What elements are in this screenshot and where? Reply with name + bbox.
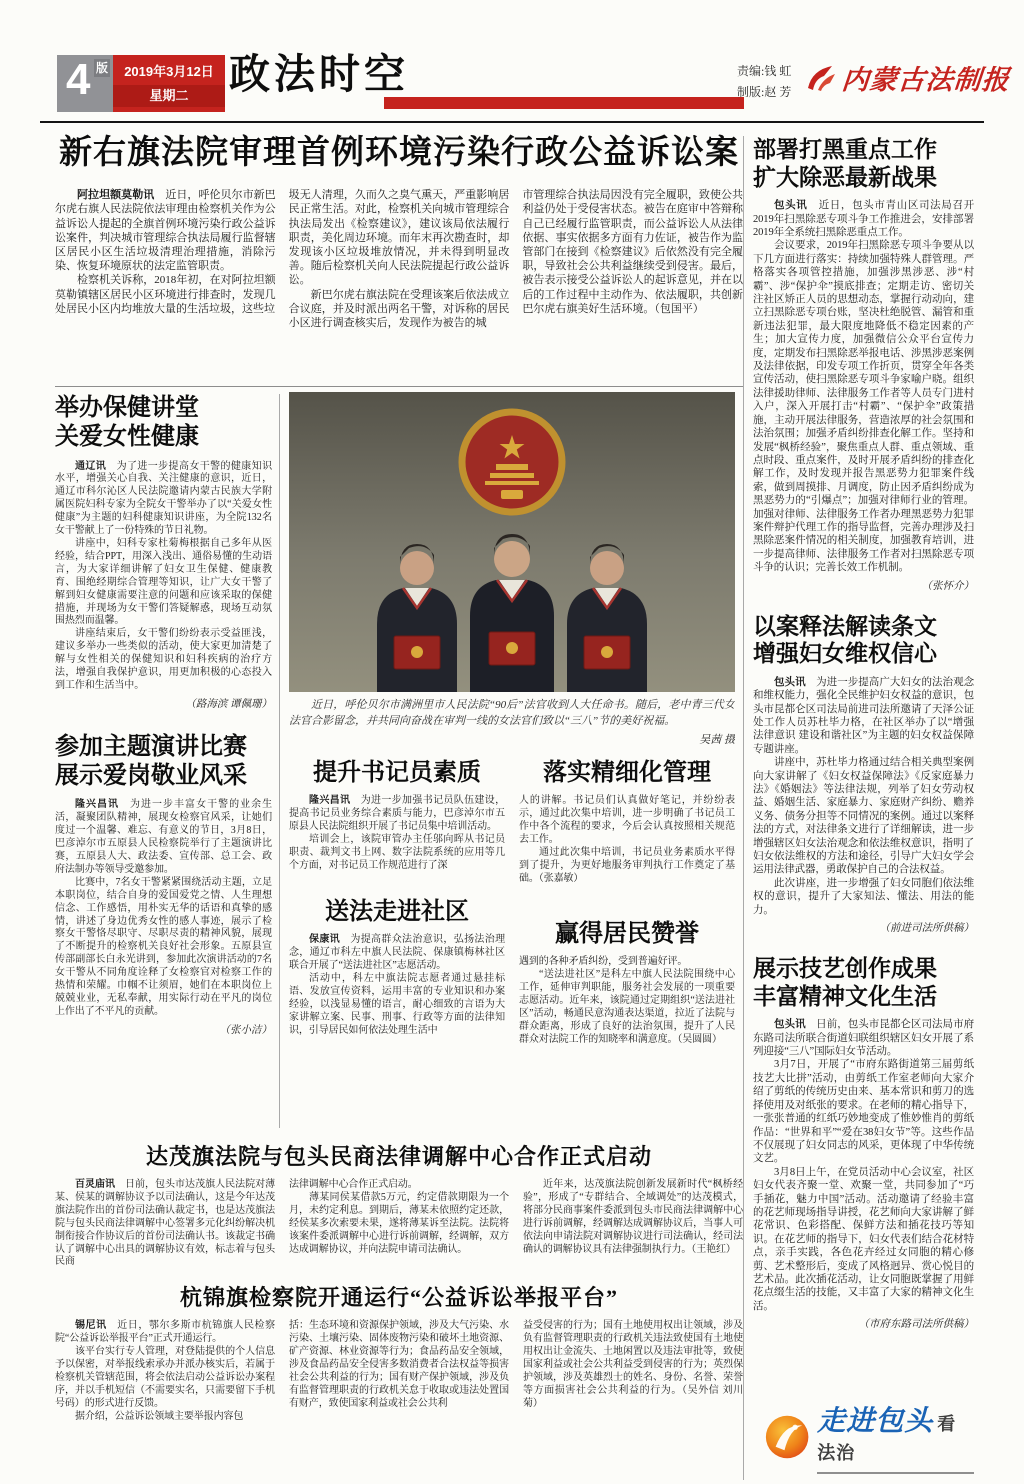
paragraph: 检察机关诉称，2018年初，在对阿拉坦额莫勒镇辖区居民小区环境进行排查时，发现几处居民小区内均堆放大量的生活垃圾，这些垃 <box>55 274 276 315</box>
article-mediation-center <box>55 1140 743 1269</box>
paragraph: 锡尼讯 近日，鄂尔多斯市杭锦旗人民检察院“公益诉讼举报平台”正式开通运行。 <box>55 1320 275 1345</box>
article-crackdown <box>753 136 974 593</box>
paragraph: 据介绍，公益诉讼领域主要举报内容包 <box>75 1410 244 1422</box>
logo-sub-text: 看法治 <box>817 1414 957 1463</box>
article-body <box>753 199 974 574</box>
article-column <box>522 188 743 330</box>
logo-text <box>817 1399 974 1474</box>
masthead-emblem-icon <box>806 64 836 92</box>
article-headline: 送法走进社区 <box>325 898 469 925</box>
article-column <box>289 1320 509 1423</box>
paragraph: 活动中，科左中旗法院志愿者通过悬挂标语、发放宣传资料，运用丰富的专业知识和办案经验，以浅显易懂的语言，耐心细致的言语为大家讲解立案、民事、刑事、行政等方面的法律知识，引导居民如何依法处理生活中 <box>289 973 505 1036</box>
article-headline: 部署打黑重点工作 扩大除恶最新战果 <box>753 137 937 190</box>
article-headline: 以案释法解读条文 增强妇女维权信心 <box>753 613 937 667</box>
paragraph: 法律调解中心合作正式启动。 <box>289 1179 418 1190</box>
paragraph: 隆兴昌讯 为进一步加强书记员队伍建设，提高书记员业务综合素质与能力，巴彦淖尔市五原县人民法院组织开展了书记员集中培训活动。 <box>289 795 505 833</box>
paragraph: 人的讲解。书记员们认真做好笔记，并纷纷表示，通过此次集中培训，进一步明确了书记员工作中各个流程的要求，今后会认真按照相关规范去工作。 <box>519 795 735 846</box>
paragraph: 包头讯 日前，包头市昆都仑区司法局市府东路司法所联合街道妇联组织辖区妇女开展了系列迎接“三八”国际妇女节活动。 <box>753 1019 974 1058</box>
article-health-lecture <box>55 394 272 711</box>
paragraph: 通过此次集中培训，书记员业务素质水平得到了提升，为更好地服务审判执行工作奠定了基础。（张嘉敏） <box>519 847 735 884</box>
article-column <box>289 188 510 330</box>
left-column <box>55 394 272 1130</box>
article-column <box>55 1179 275 1269</box>
paragraph: 隆兴昌讯 为进一步丰富女干警的业余生活，凝聚团队精神，展现女检察官风采，让她们度过一个温馨、难忘、有意义的节日，3月8日，巴彦淖尔市五原县人民检察院举行了主题演讲比赛，五原县人大、政法委、宣传部、总工会、政府法制办等领导受邀参加。 <box>55 799 272 875</box>
paragraph: 培训会上，该院审管办主任邬向晖从书记员职责、裁判文书上网、数字法院系统的应用等几个方面，对书记员工作规范进行了深 <box>289 834 505 871</box>
vertical-rule-left <box>279 394 280 1128</box>
editors-block <box>737 61 791 103</box>
paragraph: 会议要求，2019年扫黑除恶专项斗争要从以下几方面进行落实：持续加强特殊人群管理。严格落实各项管控措施，加强涉黑涉恶、涉“村霸”、涉“保护伞”摸底排查；定期走访、密切关注社区矫正人员的思想动态，掌握行动动向，建立扫黑除恶专项台账，坚决杜绝脱管、漏管和重新违法犯罪，最大限度地降低不稳定因素的产生；加大宣传力度，加强微信公众平台宣传力度，定期发布扫黑除恶举报电话、涉黑涉恶案例及法律依据，印发专项工作折页，贯穿全年各类宣传活动，使扫黑除恶专项斗争家喻户晓。组织法律援助律师、法律服务工作者等人员专门进村入户，深入开展打击“村霸”、“保护伞”政策措施，主动开展法律服务，营造浓厚的社会氛围和法治氛围；加强矛盾纠纷排查化解工作。坚持和发展“枫桥经验”，聚焦重点人群、重点领域、重点时段、重点案件，及时开展矛盾纠纷的排查化解工作，及时发现并报告黑恶势力犯罪案件线索，做到周摸排、月调度，防止因矛盾纠纷成为黑恶势力的“引爆点”；加强对律师行业的管理。加强对律师、法律服务工作者办理黑恶势力犯罪案件辩护代理工作的指导监督，完善办理涉及扫黑除恶案件情况的相关制度，加强教育培训，进一步提高律师、法律服务工作者对扫黑除恶专项斗争的认识；完善长效工作机制。 <box>753 240 974 574</box>
article-body <box>519 795 735 885</box>
article-culture-activities <box>753 955 974 1331</box>
section-title: 政法时空 <box>229 51 409 97</box>
paragraph: 通辽讯 为了进一步提高女干警的健康知识水平，增强关心自我、关注健康的意识，近日，通辽市科尔沁区人民法院邀请内蒙古民族大学附属医院妇科专家为全院女干警举办了以“关爱女性健康”为主题的妇科健康知识讲座，为全院132名女干警献上了一份特殊的节日礼物。 <box>55 460 272 537</box>
paragraph: 包头讯 为进一步提高广大妇女的法治观念和维权能力，强化全民维护妇女权益的意识，包头市昆都仑区司法局前进司法所邀请了天泽公证处工作人员苏杜毕力格，在社区举办了以“增强法律意识 建设和谐社区”为主题的妇女权益保障专题讲座。 <box>753 676 974 755</box>
center-zone <box>289 392 735 1130</box>
article-column <box>55 1320 275 1423</box>
article-column <box>519 921 735 1047</box>
paragraph: 3月8日上午，在党员活动中心会议室，社区妇女代表齐聚一堂、欢聚一堂，共同参加了“巧手插花，魅力中国”活动。活动邀请了经验丰富的花艺师现场指导讲授，花艺师向大家讲解了鲜花常识、色彩搭配、保鲜方法和插花技巧等知识。在花艺师的指导下，妇女代表们结合花材特点，亲手实践，各色花卉经过女同胞的精心修剪、艺术整形后，变成了风格迥异、赏心悦目的艺术品。此次插花活动，让女同胞既掌握了用鲜花点缀生活的技能，又丰富了大家的精神文化生活。 <box>753 1166 974 1312</box>
national-emblem-icon <box>462 412 562 512</box>
article-column <box>523 1179 743 1269</box>
article-headline: 参加主题演讲比赛 展示爱岗敬业风采 <box>55 733 247 790</box>
typesetter-name: 制版:赵 芳 <box>737 85 792 99</box>
paragraph: 讲座结束后，女干警们纷纷表示受益匪浅，建议多举办一些类似的活动，使大家更加清楚了解与女性相关的保健知识和妇科疾病的治疗方法，增强自我保护意识，用更加积极的心态投入到工作和生活当中。 <box>55 628 272 691</box>
masthead-title: 内蒙古法制报 <box>840 65 1012 95</box>
paragraph: 括：生态环境和资源保护领域，涉及大气污染、水污染、土壤污染、固体废物污染和破坏土地资源、矿产资源、林业资源等行为；食品药品安全领域，涉及食品药品安全侵害多数消费者合法权益等损害社会公共利益的行为；国有财产保护领域，涉及负有监督管理职责的行政机关怠于收取或违法处置国有财产，致使国家利益或社会公共利 <box>289 1320 509 1409</box>
byline: （路海滨 谭佩珊） <box>185 698 272 710</box>
zoujin-baotou-logo <box>753 1395 974 1480</box>
ceremony-photo <box>289 392 735 692</box>
page-number-label: 版 <box>94 59 110 77</box>
paragraph: 遇到的各种矛盾纠纷，受到普遍好评。 <box>519 956 688 968</box>
photo-judges-illustration <box>289 392 735 692</box>
article-body <box>753 676 974 917</box>
paragraph: “送法进社区”是科左中旗人民法院围绕中心工作，延伸审判职能，服务社会发展的一项重要志愿活动。近年来，该院通过定期组织“送法进社区”活动，畅通民意沟通表达渠道，拉近了法院与群众距离，形成了良好的法治氛围，提升了人民群众对法院工作的知晓率和满意度。（吴圆圆） <box>519 969 735 1045</box>
article-report-platform <box>55 1281 743 1423</box>
paragraph: 市管理综合执法局因没有完全履职，致使公共利益仍处于受侵害状态。被告在庭审中答辩称自己已经履行监管职责，而公益诉讼人从法律依据、事实依据多方面有力佐证，被告作为监管部门在接到《检察建议》后依然没有完全履职，导致社会公共利益继续受到侵害。最后，被告表示接受公益诉讼人的起诉意见，并在以后的工作过程中主动作为、依法履职，共创新巴尔虎右旗美好生活环境。（包国平） <box>522 189 744 315</box>
article-body <box>55 461 272 693</box>
article-clerk-training <box>289 760 735 886</box>
paragraph: 此次讲座，进一步增强了妇女同胞们依法维权的意识，提升了大家知法、懂法、用法的能力。 <box>753 877 974 916</box>
article-column <box>289 760 505 886</box>
paragraph: 近年来，达茂旗法院创新发展新时代“枫桥经验”，形成了“专群结合、全域调处”的达茂模式，将部分民商事案件委派到包头市民商法律调解中心进行诉前调解，经调解达成调解协议后，当事人可依法向申请法院对调解协议进行司法确认，经司法确认的调解协议具有法律强制执行力。（王艳红） <box>523 1179 743 1255</box>
article-headline: 展示技艺创作成果 丰富精神文化生活 <box>753 956 937 1009</box>
logo-main-text: 走进包头 <box>817 1405 934 1436</box>
byline: （张小洁） <box>219 1024 272 1036</box>
article-law-community <box>289 899 735 1047</box>
section-divider-rule <box>55 386 743 387</box>
masthead <box>806 58 1010 97</box>
article-body <box>289 934 505 1037</box>
article-column <box>55 188 276 330</box>
article-column <box>519 760 735 886</box>
byline: （市府东路司法所供稿） <box>858 1319 974 1331</box>
article-headline: 达茂旗法院与包头民商法律调解中心合作正式启动 <box>145 1144 652 1169</box>
bottom-zone <box>55 1140 743 1484</box>
article-headline: 落实精细化管理 <box>543 759 711 786</box>
article-headline: 提升书记员素质 <box>313 759 481 786</box>
lead-article <box>55 133 743 330</box>
header-rule <box>40 121 984 123</box>
article-headline: 举办保健讲堂 关爱女性健康 <box>55 395 199 451</box>
article-column <box>523 1320 743 1423</box>
paragraph: 新巴尔虎右旗法院在受理该案后依法成立合议庭，并及时派出两名干警，对诉称的居民小区进行调查核实后，发现作为被告的城 <box>288 288 510 330</box>
article-women-rights <box>753 613 974 936</box>
date-box <box>113 55 225 112</box>
page-number: 4 <box>66 55 91 104</box>
right-sidebar <box>753 136 974 1480</box>
lead-headline: 新右旗法院审理首例环境污染行政公益诉讼案 <box>59 135 739 171</box>
article-column <box>289 1179 509 1269</box>
byline: （前进司法所供稿） <box>879 923 974 935</box>
photo-caption: 近日，呼伦贝尔市满洲里市人民法院“90后”法官收到人大任命书。随后，老中青三代女法官合影留念，并共同向奋战在审判一线的女法官们致以“三八”节的美好祝福。 <box>289 699 735 727</box>
paragraph: 薄某同侯某借款5万元，约定借款期限为一个月，未约定利息。到期后，薄某未依照约定还款，经侯某多次索要未果，遂将薄某诉至法院。法院将该案件委派调解中心进行诉前调解，经调解，双方达成调解协议，并向法院申请司法确认。 <box>289 1191 509 1255</box>
paragraph: 阿拉坦额莫勒讯 近日，呼伦贝尔市新巴尔虎右旗人民法院依法审理由检察机关作为公益诉讼人提起的全旗首例环境污染行政公益诉讼案件，判决城市管理综合执法局履行监督辖区居民小区生活垃圾清理治理措施，消除污染、恢复环境原状的法定监管职责。 <box>55 189 276 273</box>
issue-date: 2019年3月12日 <box>124 64 214 79</box>
byline: （张怀介） <box>921 580 974 592</box>
article-body <box>289 795 505 872</box>
paragraph: 百灵庙讯 日前，包头市达茂旗人民法院对薄某、侯某的调解协议予以司法确认，这是今年达茂旗法院作出的首份司法确认裁定书，也是达茂旗法院与包头民商法律调解中心签署多元化纠纷解决机制衔接合作协议后的首份司法确认书。该裁定书确认了调解中心出具的调解协议有效，标志着与包头民商 <box>55 1179 275 1268</box>
article-headline: 赢得居民赞誉 <box>555 920 699 947</box>
paragraph: 该平台实行专人管理，对登陆提供的个人信息予以保密，对举报线索承办并派办核实后，若属于检察机关管辖范围，将会依法启动公益诉讼办案程序，并以手机短信（不需要实名，只需要留下手机号码）的形式进行反馈。 <box>55 1346 275 1409</box>
article-headline: 杭锦旗检察院开通运行“公益诉讼举报平台” <box>179 1285 618 1311</box>
article-column <box>289 899 505 1047</box>
vertical-rule-main <box>743 136 744 1480</box>
paragraph: 讲座中，苏杜毕力格通过结合相关典型案例向大家讲解了《妇女权益保障法》《反家庭暴力法》《婚姻法》等法律法规，列举了妇女劳动权益、婚姻生活、家庭暴力、家庭财产纠纷、赡养义务、债务分担等不同情况的案例。通过以案释法的方式，对法律条文进行了详细解读，进一步增强辖区妇女法治观念和依法维权意识，指明了妇女依法维权的方法和途径，引导广大妇女学会运用法律武器，勇敢保护自己的合法权益。 <box>753 757 974 876</box>
paragraph: 讲座中，妇科专家杜菊梅根据自己多年从医经验，结合PPT，用深入浅出、通俗易懂的生动语言，为大家详细讲解了妇女卫生保健、健康教育、围绝经期综合管理等知识，让广大女干警了解到妇女健康需要注意的问题和应该采取的保健措施，并现场为女干警们答疑解惑，现场互动氛围热烈而温馨。 <box>55 537 272 627</box>
paragraph: 比赛中，7名女干警紧紧围绕活动主题，立足本职岗位，结合自身的爱国爱党之情、人生理想信念、工作感悟，用朴实无华的话语和真挚的感情，讲述了身边优秀女性的感人事迹，展示了检察女干警恪尽职守、尽职尽责的精神风貌，展现了不断提升的检察机关良好社会形象。五原县宣传部副部长白永光讲到，参加此次演讲活动的7名女干警从不同角度诠释了女检察官对检察工作的热情和荣耀。巾帼不让须眉，她们在本职岗位上兢兢业业，无私奉献，用实际行动在平凡的岗位上作出了不平凡的贡献。 <box>55 876 272 1017</box>
editor-name: 责编:钱 虹 <box>737 64 792 78</box>
sun-logo-icon <box>765 1412 809 1462</box>
page-number-box <box>57 55 113 112</box>
paragraph: 保康讯 为提高群众法治意识，弘扬法治理念，通辽市科左中旗人民法院、保康镇梅林社区联合开展了“送法进社区”志愿活动。 <box>289 934 505 972</box>
lead-columns <box>55 188 743 330</box>
paragraph: 圾无人清理，久而久之臭气熏天，严重影响居民正常生活。对此，检察机关向城市管理综合执法局发出《检察建议》，建议该局依法履行职责，美化周边环境。而年末再次勘查时，却发现该小区垃圾堆放情况，并未得到明显改善。随后检察机关向人民法院提起行政公益诉讼。 <box>288 189 510 287</box>
paragraph: 益受侵害的行为；国有土地使用权出让领域，涉及负有监督管理职责的行政机关违法致使国有土地使用权出让金流失、土地闲置以及违法审批等，致使国家利益或社会公共利益受到侵害的行为；英烈保护领域，涉及英雄烈士的姓名、身份、名誉、荣誉等方面损害社会公共利益的行为。（吴外信 刘川菊） <box>523 1320 743 1409</box>
article-speech-contest <box>55 733 272 1037</box>
article-body <box>753 1018 974 1313</box>
photo-credit: 吴茜 摄 <box>699 733 735 746</box>
paragraph: 3月7日，开展了“市府东路街道第三届剪纸技艺大比拼”活动，由剪纸工作室老师向大家介绍了剪纸的传统历史由来、基本常识和剪刀的选择使用及对纸张的要求。在老师的精心指导下，一张张普通的红纸巧妙地变成了惟妙惟肖的剪纸作品：“世界和平”“爱在38妇女节”等。这些作品不仅展现了妇女同志的风采，更体现了中华传统文艺。 <box>753 1059 974 1165</box>
section-title-bar <box>384 97 744 109</box>
article-body <box>55 799 272 1018</box>
issue-weekday: 星期二 <box>113 85 225 107</box>
paragraph: 包头讯 近日，包头市青山区司法局召开2019年扫黑除恶专项斗争工作推进会，安排部署2019年全系统扫黑除恶重点工作。 <box>753 200 974 238</box>
article-body <box>519 956 735 1046</box>
